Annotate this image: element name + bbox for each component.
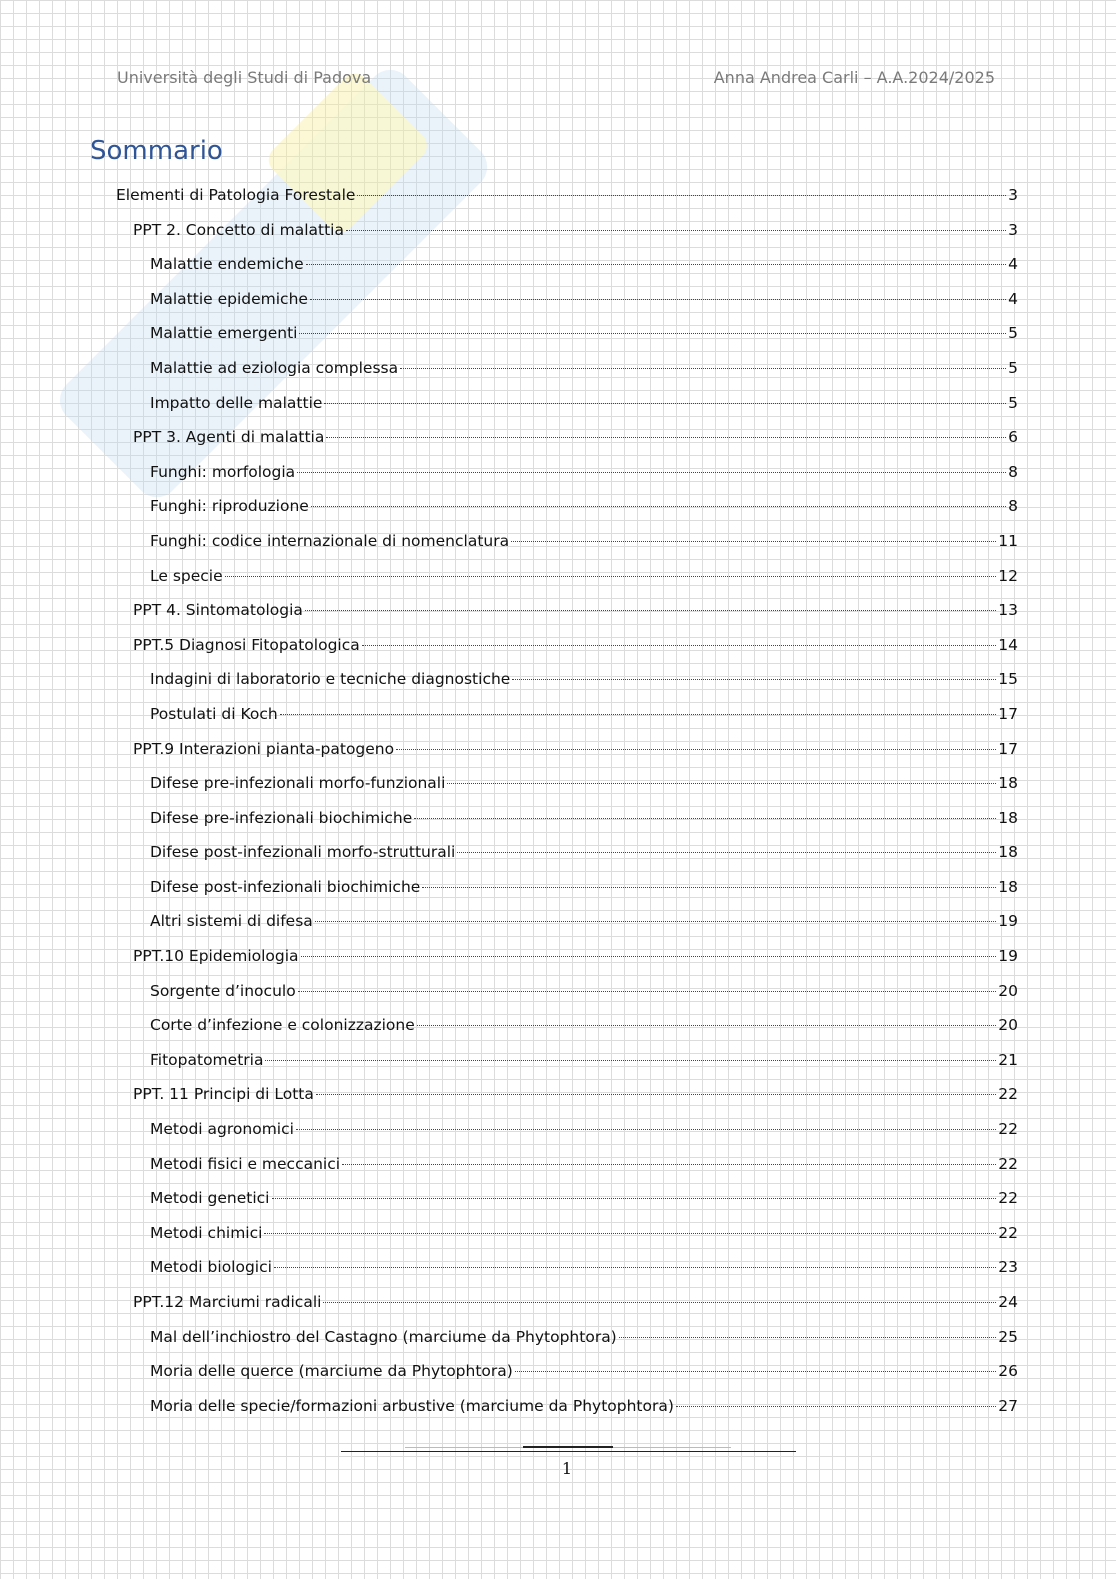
toc-leader-dots bbox=[299, 333, 1006, 334]
toc-entry[interactable] bbox=[0, 255, 1116, 290]
page-title: Sommario bbox=[90, 136, 223, 166]
toc-entry-title: Malattie epidemiche bbox=[150, 289, 308, 308]
toc-entry[interactable] bbox=[0, 670, 1116, 705]
toc-leader-dots bbox=[414, 818, 996, 819]
toc-entry-page: 5 bbox=[1008, 324, 1018, 343]
toc-entry-title: Malattie emergenti bbox=[150, 324, 298, 343]
toc-entry-page: 14 bbox=[998, 635, 1018, 654]
toc-entry[interactable] bbox=[0, 1224, 1116, 1259]
toc-entry-page: 22 bbox=[998, 1223, 1018, 1242]
toc-leader-dots bbox=[447, 783, 996, 784]
toc-entry[interactable] bbox=[0, 1293, 1116, 1328]
toc-leader-dots bbox=[326, 437, 1006, 438]
toc-entry-page: 25 bbox=[998, 1327, 1018, 1346]
toc-leader-dots bbox=[306, 264, 1007, 265]
toc-entry[interactable] bbox=[0, 1016, 1116, 1051]
toc-leader-dots bbox=[272, 1198, 997, 1199]
toc-entry[interactable] bbox=[0, 359, 1116, 394]
toc-entry-page: 20 bbox=[998, 1016, 1018, 1035]
toc-entry-page: 22 bbox=[998, 1085, 1018, 1104]
toc-entry-title: PPT.12 Marciumi radicali bbox=[133, 1293, 322, 1311]
toc-entry[interactable] bbox=[0, 497, 1116, 532]
toc-leader-dots bbox=[274, 1267, 996, 1268]
toc-leader-dots bbox=[396, 749, 996, 750]
table-of-contents bbox=[0, 186, 1116, 1431]
toc-leader-dots bbox=[619, 1337, 997, 1338]
toc-entry-page: 13 bbox=[998, 601, 1018, 620]
toc-leader-dots bbox=[310, 299, 1006, 300]
toc-entry-page: 27 bbox=[998, 1396, 1018, 1415]
toc-entry[interactable] bbox=[0, 601, 1116, 636]
toc-entry-title: Impatto delle malattie bbox=[150, 393, 323, 412]
toc-entry-title: Metodi chimici bbox=[150, 1223, 263, 1242]
toc-entry-title: Difese pre-infezionali biochimiche bbox=[150, 808, 413, 827]
toc-leader-dots bbox=[362, 645, 997, 646]
toc-entry-title: Altri sistemi di difesa bbox=[150, 912, 313, 931]
toc-entry[interactable] bbox=[0, 463, 1116, 498]
toc-entry-page: 5 bbox=[1008, 393, 1018, 412]
toc-entry[interactable] bbox=[0, 809, 1116, 844]
toc-entry-page: 8 bbox=[1008, 497, 1018, 516]
toc-entry[interactable] bbox=[0, 394, 1116, 429]
toc-entry-page: 20 bbox=[998, 981, 1018, 1000]
toc-entry-page: 21 bbox=[998, 1050, 1018, 1069]
toc-leader-dots bbox=[323, 1302, 996, 1303]
toc-entry-title: Indagini di laboratorio e tecniche diagnostiche bbox=[150, 670, 511, 689]
toc-entry-page: 22 bbox=[998, 1154, 1018, 1173]
toc-leader-dots bbox=[676, 1406, 996, 1407]
footer-divider bbox=[341, 1451, 796, 1452]
toc-entry-title: Metodi fisici e meccanici bbox=[150, 1154, 341, 1173]
toc-entry-page: 19 bbox=[998, 947, 1018, 966]
toc-entry[interactable] bbox=[0, 947, 1116, 982]
toc-leader-dots bbox=[400, 368, 1006, 369]
toc-leader-dots bbox=[315, 921, 996, 922]
toc-leader-dots bbox=[417, 1025, 997, 1026]
toc-entry-title: Postulati di Koch bbox=[150, 704, 278, 723]
toc-leader-dots bbox=[316, 1094, 996, 1095]
toc-entry[interactable] bbox=[0, 186, 1116, 221]
toc-entry-page: 18 bbox=[998, 877, 1018, 896]
toc-entry-title: Sorgente d’inoculo bbox=[150, 981, 296, 1000]
toc-entry-page: 18 bbox=[998, 808, 1018, 827]
toc-entry-title: Elementi di Patologia Forestale bbox=[116, 186, 356, 204]
toc-entry-title: Malattie endemiche bbox=[150, 255, 304, 274]
toc-entry-page: 17 bbox=[998, 704, 1018, 723]
toc-entry[interactable] bbox=[0, 982, 1116, 1017]
toc-entry-page: 18 bbox=[998, 774, 1018, 793]
toc-leader-dots bbox=[298, 991, 997, 992]
toc-leader-dots bbox=[346, 230, 1006, 231]
toc-entry[interactable] bbox=[0, 1120, 1116, 1155]
toc-leader-dots bbox=[301, 956, 997, 957]
toc-entry-page: 19 bbox=[998, 912, 1018, 931]
toc-entry-page: 11 bbox=[998, 531, 1018, 550]
toc-entry[interactable] bbox=[0, 878, 1116, 913]
toc-entry-title: Malattie ad eziologia complessa bbox=[150, 358, 399, 377]
toc-entry-page: 3 bbox=[1008, 186, 1018, 204]
toc-leader-dots bbox=[264, 1233, 996, 1234]
toc-leader-dots bbox=[311, 506, 1006, 507]
toc-entry-page: 17 bbox=[998, 739, 1018, 758]
toc-entry-title: Metodi genetici bbox=[150, 1189, 270, 1208]
toc-entry-page: 5 bbox=[1008, 358, 1018, 377]
toc-entry[interactable] bbox=[0, 912, 1116, 947]
toc-leader-dots bbox=[357, 195, 1006, 196]
toc-entry-page: 15 bbox=[998, 670, 1018, 689]
toc-entry[interactable] bbox=[0, 705, 1116, 740]
toc-entry-title: Corte d’infezione e colonizzazione bbox=[150, 1016, 415, 1035]
toc-entry[interactable] bbox=[0, 221, 1116, 256]
toc-entry-page: 8 bbox=[1008, 462, 1018, 481]
toc-entry-title: Le specie bbox=[150, 566, 223, 585]
toc-leader-dots bbox=[225, 576, 997, 577]
toc-leader-dots bbox=[296, 1129, 996, 1130]
toc-entry-title: Fitopatometria bbox=[150, 1050, 264, 1069]
toc-entry[interactable] bbox=[0, 1258, 1116, 1293]
toc-entry[interactable] bbox=[0, 1189, 1116, 1224]
toc-entry-page: 4 bbox=[1008, 255, 1018, 274]
toc-entry[interactable] bbox=[0, 567, 1116, 602]
toc-entry[interactable] bbox=[0, 1155, 1116, 1190]
header-author: Anna Andrea Carli – A.A.2024/2025 bbox=[713, 68, 995, 87]
toc-entry-page: 24 bbox=[998, 1293, 1018, 1311]
toc-entry[interactable] bbox=[0, 532, 1116, 567]
footer-divider-accent bbox=[523, 1446, 613, 1448]
toc-entry-page: 26 bbox=[998, 1362, 1018, 1381]
toc-entry[interactable] bbox=[0, 1085, 1116, 1120]
toc-entry-page: 6 bbox=[1008, 428, 1018, 447]
toc-entry-title: Moria delle specie/formazioni arbustive (marciume da Phytophtora) bbox=[150, 1396, 674, 1415]
toc-entry-page: 22 bbox=[998, 1189, 1018, 1208]
toc-entry[interactable] bbox=[0, 1328, 1116, 1363]
toc-entry-page: 22 bbox=[998, 1120, 1018, 1139]
toc-leader-dots bbox=[305, 610, 996, 611]
toc-entry[interactable] bbox=[0, 324, 1116, 359]
toc-entry-title: Funghi: codice internazionale di nomenclatura bbox=[150, 531, 510, 550]
toc-entry-page: 23 bbox=[998, 1258, 1018, 1277]
toc-leader-dots bbox=[297, 472, 1006, 473]
toc-entry-title: PPT.9 Interazioni pianta-patogeno bbox=[133, 739, 395, 758]
toc-entry[interactable] bbox=[0, 636, 1116, 671]
toc-entry-title: Difese pre-infezionali morfo-funzionali bbox=[150, 774, 446, 793]
toc-entry-page: 4 bbox=[1008, 289, 1018, 308]
toc-entry-title: Moria delle querce (marciume da Phytophtora) bbox=[150, 1362, 513, 1381]
toc-entry[interactable] bbox=[0, 1051, 1116, 1086]
toc-entry[interactable] bbox=[0, 843, 1116, 878]
toc-leader-dots bbox=[512, 679, 996, 680]
toc-leader-dots bbox=[280, 714, 997, 715]
toc-entry-title: PPT 3. Agenti di malattia bbox=[133, 428, 325, 447]
toc-entry-title: Funghi: morfologia bbox=[150, 462, 296, 481]
toc-entry-title: PPT 2. Concetto di malattia bbox=[133, 220, 344, 239]
toc-entry-title: Metodi agronomici bbox=[150, 1120, 294, 1139]
toc-entry[interactable] bbox=[0, 428, 1116, 463]
toc-entry-title: PPT.10 Epidemiologia bbox=[133, 947, 299, 966]
toc-leader-dots bbox=[457, 852, 996, 853]
toc-leader-dots bbox=[511, 541, 996, 542]
toc-leader-dots bbox=[422, 887, 996, 888]
header-university: Università degli Studi di Padova bbox=[117, 68, 372, 87]
toc-entry[interactable] bbox=[0, 740, 1116, 775]
toc-entry-title: Metodi biologici bbox=[150, 1258, 272, 1277]
toc-leader-dots bbox=[265, 1060, 996, 1061]
toc-leader-dots bbox=[515, 1371, 996, 1372]
toc-entry-title: PPT.5 Diagnosi Fitopatologica bbox=[133, 635, 360, 654]
toc-leader-dots bbox=[342, 1164, 996, 1165]
toc-entry-title: Difese post-infezionali morfo-strutturali bbox=[150, 843, 456, 862]
toc-entry-title: PPT. 11 Principi di Lotta bbox=[133, 1085, 314, 1104]
toc-entry-page: 18 bbox=[998, 843, 1018, 862]
toc-entry[interactable] bbox=[0, 1397, 1116, 1432]
toc-entry-page: 3 bbox=[1008, 220, 1018, 239]
page-number: 1 bbox=[561, 1459, 573, 1478]
toc-entry[interactable] bbox=[0, 290, 1116, 325]
toc-entry-title: PPT 4. Sintomatologia bbox=[133, 601, 303, 620]
toc-entry-title: Funghi: riproduzione bbox=[150, 497, 309, 516]
toc-entry-page: 12 bbox=[998, 566, 1018, 585]
toc-entry-title: Difese post-infezionali biochimiche bbox=[150, 877, 421, 896]
toc-entry[interactable] bbox=[0, 774, 1116, 809]
toc-entry[interactable] bbox=[0, 1362, 1116, 1397]
toc-leader-dots bbox=[324, 403, 1006, 404]
toc-entry-title: Mal dell’inchiostro del Castagno (marciume da Phytophtora) bbox=[150, 1327, 617, 1346]
